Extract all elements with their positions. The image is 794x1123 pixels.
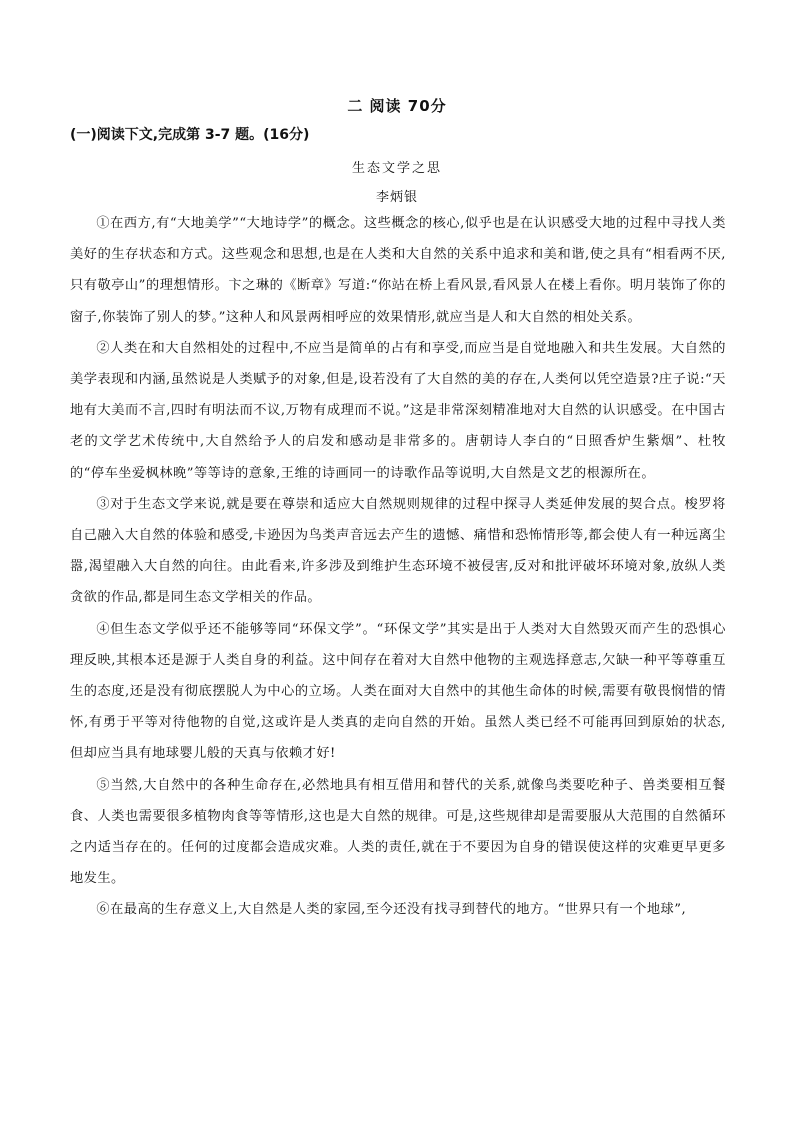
article-author: 李炳银 bbox=[375, 190, 418, 205]
paragraph-4: ④但生态文学似乎还不能够等同“环保文学”。“环保文学”其实是出于人类对大自然毁灭而产生的恐惧心理反映,其根本还是源于人类自身的利益。这中间存在着对大自然中他物的主观选择意志,欠缺一种平等尊重互生的态度,还是没有彻底摆脱人为中心的立场。人类在面对大自然中的其他生命体的时候,需要有敬畏悯惜的情怀,有勇于平等对待他物的自觉,这或许是人类真的走向自然的开始。虽然人类已经不可能再回到原始的状态,但却应当具有地球婴儿般的天真与依赖才好! bbox=[70, 621, 726, 762]
paragraph-5: ⑤当然,大自然中的各种生命存在,必然地具有相互借用和替代的关系,就像鸟类要吃种子、兽类要相互餐食、人类也需要很多植物肉食等等情形,这也是大自然的规律。可是,这些规律却是需要服从大范围的自然循环之内适当存在的。任何的过度都会造成灾难。人类的责任,就在于不要因为自身的错误使这样的灾难更早更多地发生。 bbox=[70, 777, 726, 887]
question-instruction: (一)阅读下文,完成第 3-7 题。(16分) bbox=[70, 127, 310, 143]
paragraph-1: ①在西方,有“大地美学”“大地诗学”的概念。这些概念的核心,似乎也是在认识感受大地的过程中寻找人类美好的生存状态和方式。这些观念和思想,也是在人类和大自然的关系中追求和美和谐,使之具有“相看两不厌,只有敬亭山”的理想情形。卞之琳的《断章》写道:“你站在桥上看风景,看风景人在楼上看你。明月装饰了你的窗子,你装饰了别人的梦。”这种人和风景两相呼应的效果情形,就应当是人和大自然的相处关系。 bbox=[70, 216, 726, 325]
paragraph-3: ③对于生态文学来说,就是要在尊崇和适应大自然规则规律的过程中探寻人类延伸发展的契合点。梭罗将自己融入大自然的体验和感受,卡逊因为鸟类声音远去产生的遗憾、痛惜和恐怖情形等,都会使人有一种远离尘嚣,渴望融入大自然的向往。由此看来,许多涉及到维护生态环境不被侵害,反对和批评破坏环境对象,放纵人类贪欲的作品,都是同生态文学相关的作品。 bbox=[70, 496, 726, 606]
paragraph-2: ②人类在和大自然相处的过程中,不应当是简单的占有和享受,而应当是自觉地融入和共生发展。大自然的美学表现和内涵,虽然说是人类赋予的对象,但是,设若没有了大自然的美的存在,人类何以凭空造景?庄子说:“天地有大美而不言,四时有明法而不议,万物有成理而不说。”这是非常深刻精准地对大自然的认识感受。在中国古老的文学艺术传统中,大自然给予人的启发和感动是非常多的。唐朝诗人李白的“日照香炉生紫烟”、杜牧的“停车坐爱枫林晚”等等诗的意象,王维的诗画同一的诗歌作品等说明,大自然是文艺的根源所在。 bbox=[70, 340, 726, 481]
article-body bbox=[70, 208, 726, 926]
article-title: 生态文学之思 bbox=[351, 161, 442, 176]
paragraph-6: ⑥在最高的生存意义上,大自然是人类的家园,至今还没有找寻到替代的地方。“世界只有一个地球”, bbox=[96, 902, 687, 918]
section-title: 二 阅读 70分 bbox=[347, 97, 447, 115]
